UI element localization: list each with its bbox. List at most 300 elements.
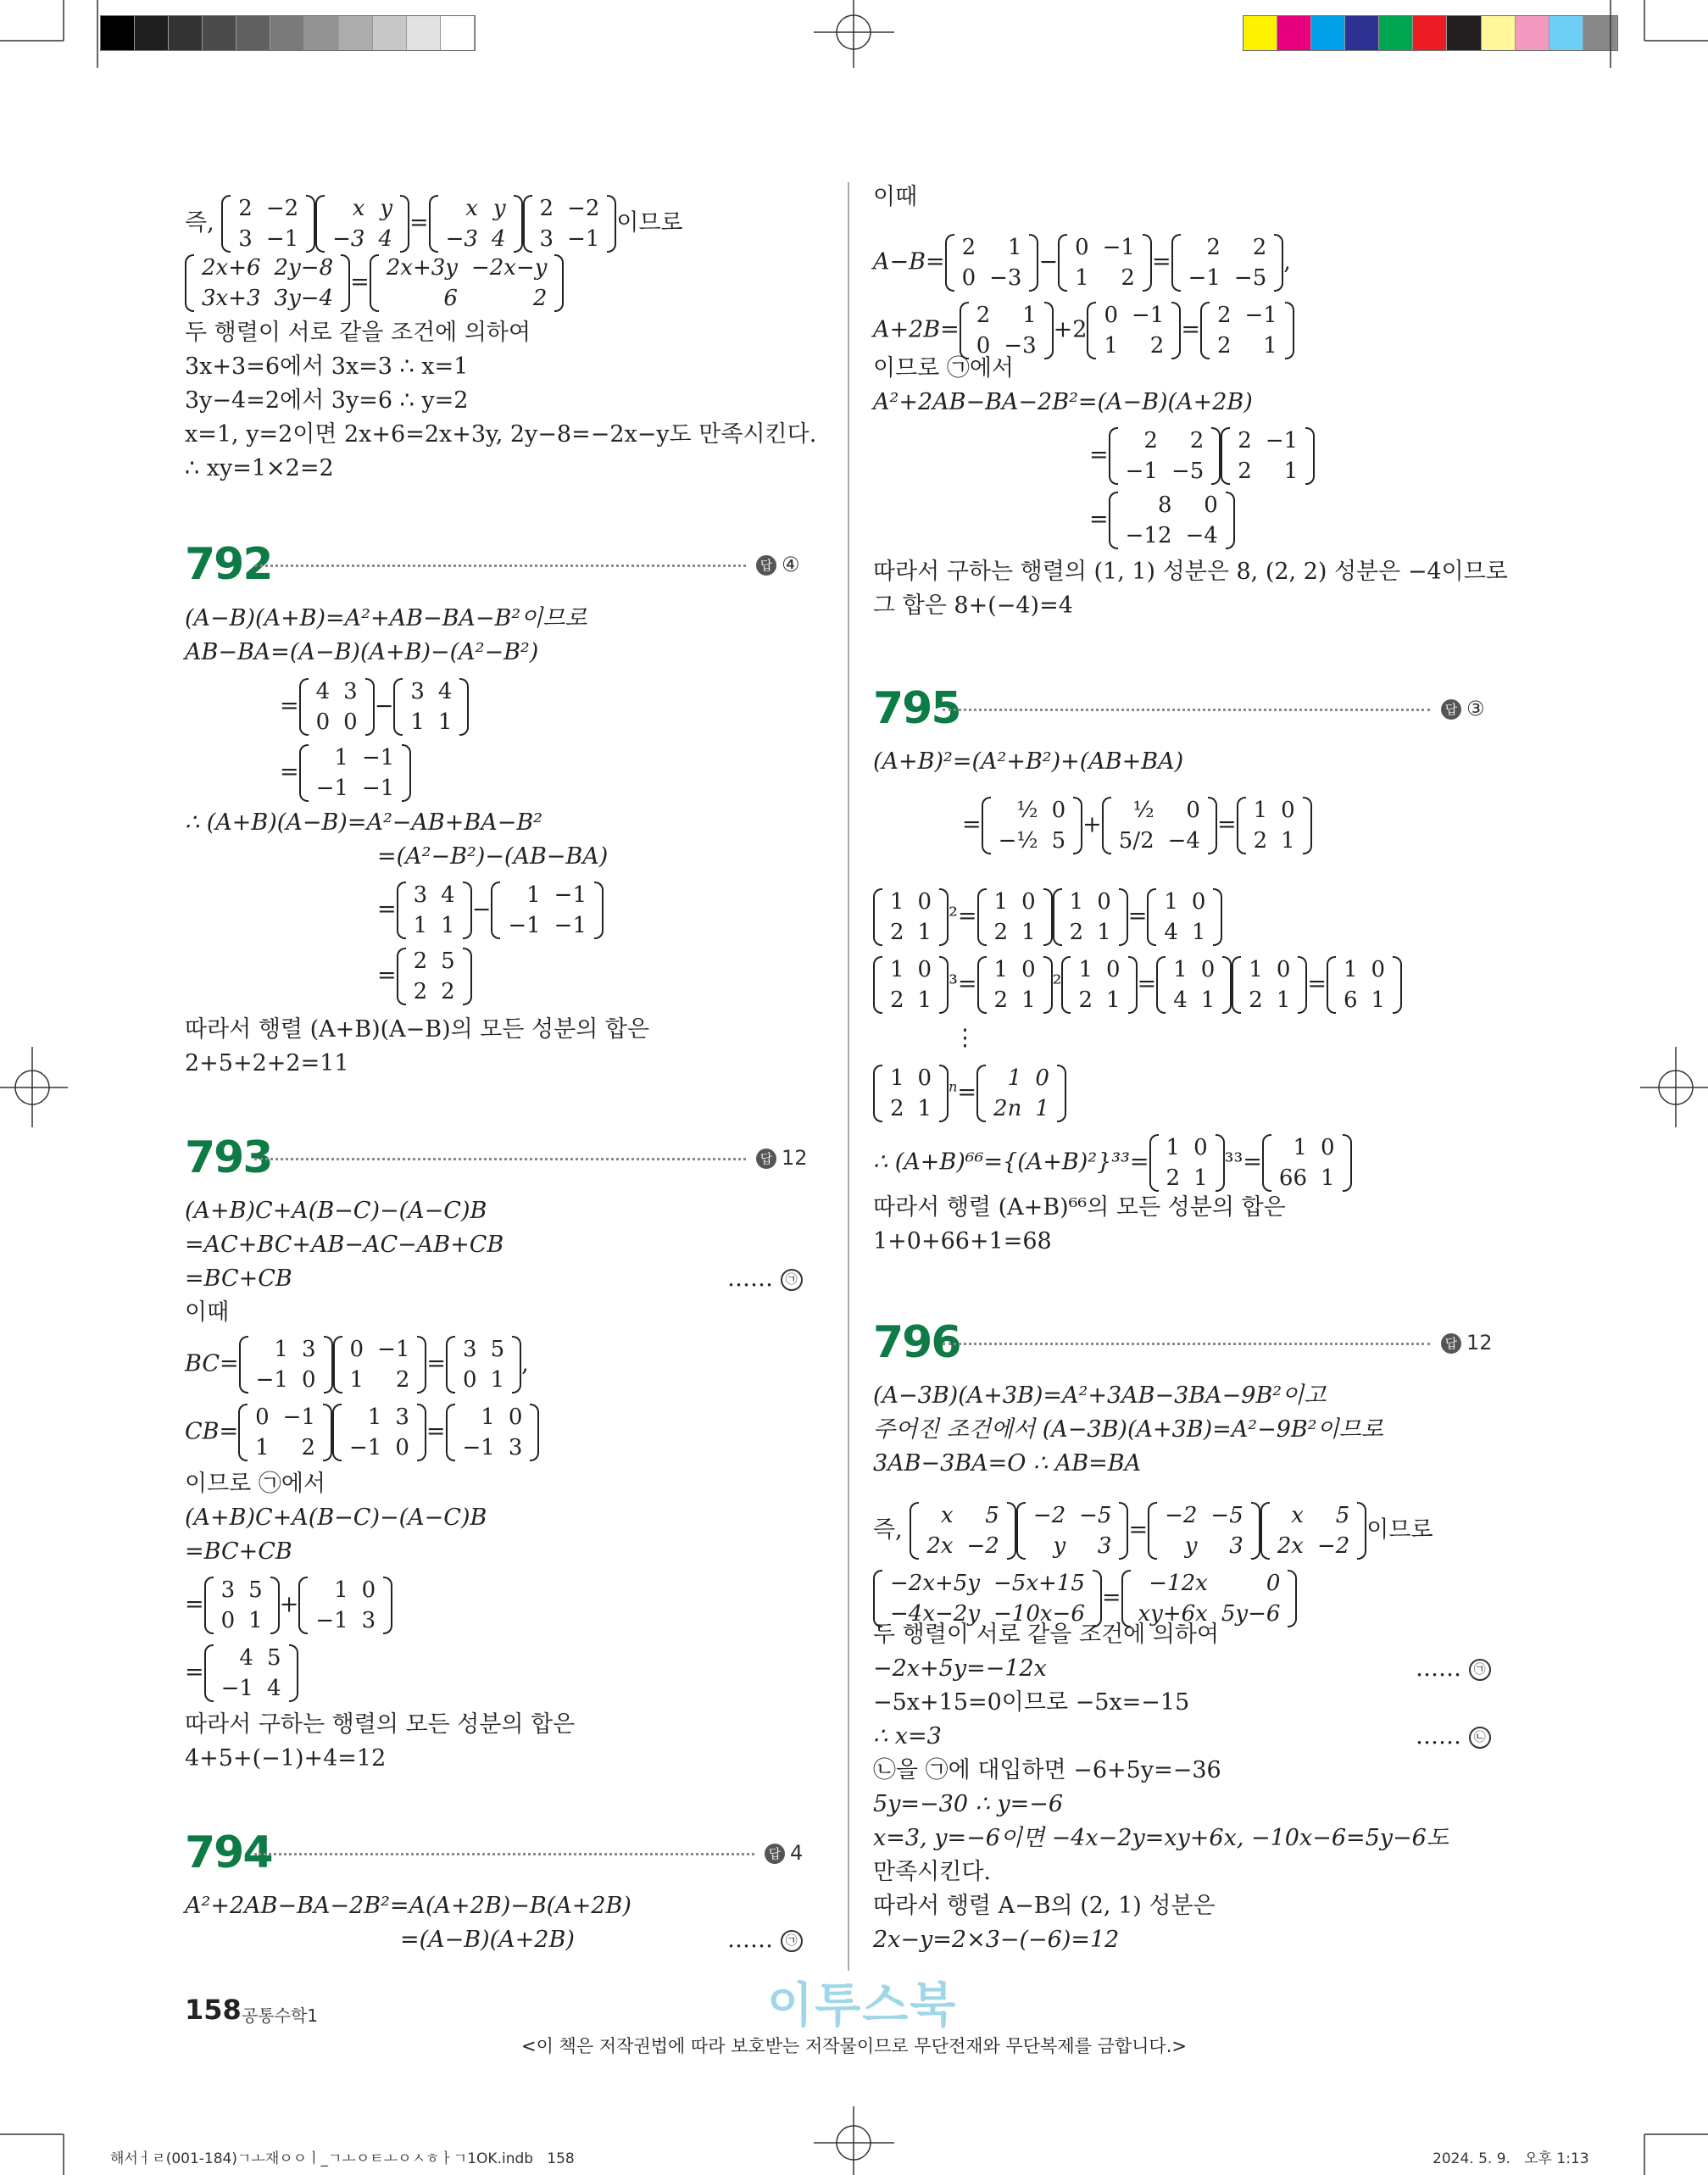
- matrix: [1171, 232, 1284, 293]
- matrix: [1061, 954, 1137, 1015]
- p794c-line3: A²+2AB−BA−2B²=(A−B)(A+2B): [873, 389, 1253, 415]
- matrix-cell: 1: [993, 889, 1009, 915]
- matrix-cell: 4: [437, 679, 453, 704]
- matrix-cell: 2: [1206, 235, 1221, 260]
- matrix-cell: 2: [1149, 333, 1165, 359]
- matrix-cell: 1: [1173, 957, 1188, 982]
- matrix-cell: 2: [238, 196, 253, 221]
- matrix-cell: 1: [1007, 1065, 1022, 1091]
- matrix-cell: −5: [1233, 265, 1267, 291]
- matrix-cell: 0: [1035, 1065, 1049, 1091]
- matrix-cell: 1: [1344, 957, 1358, 982]
- matrix: [873, 954, 949, 1015]
- matrix-cell: 2: [1216, 303, 1232, 328]
- matrix-cell: 1: [441, 913, 455, 938]
- p794c-amb: A−B= 2 1 0 −3 − 0 −1 1 2 = 2 2 −1 −5 ,: [873, 232, 1291, 293]
- matrix-cell: 2: [441, 979, 455, 1004]
- matrix-cell: −2: [1032, 1503, 1066, 1528]
- matrix-cell: −5: [1210, 1503, 1243, 1528]
- p794c-eq1: = 2 2 −1 −5 2 −1 2 1: [1089, 426, 1315, 487]
- matrix-cell: 1: [367, 1405, 382, 1430]
- matrix: [370, 253, 565, 314]
- matrix-cell: 1: [1200, 987, 1216, 1013]
- problem-number-794: 794: [185, 1827, 272, 1878]
- matrix-cell: 2: [890, 920, 904, 945]
- matrix-cell: 4: [1164, 920, 1178, 945]
- matrix-cell: 1: [1281, 828, 1295, 854]
- leader-dots: [943, 1343, 1430, 1345]
- matrix: [1058, 232, 1152, 293]
- matrix-cell: −1: [361, 745, 395, 770]
- p792-eq4: = 2 5 2 2: [377, 946, 472, 1007]
- matrix-cell: 4: [239, 1645, 253, 1671]
- matrix-cell: −1: [1265, 428, 1299, 453]
- p796-eq1: 즉, x 5 2x −2 −2 −5 y 3 = −2 −5 y 3 x 5 2x −2 이므로: [873, 1500, 1433, 1561]
- matrix-cell: 2: [890, 987, 904, 1013]
- matrix-cell: 6: [1344, 987, 1358, 1013]
- answer-badge-icon: 답: [1441, 1333, 1461, 1354]
- matrix-cell: 2: [993, 920, 1009, 945]
- matrix-cell: −12: [1125, 523, 1172, 548]
- answer-794: 답 4: [765, 1841, 803, 1865]
- vdots: ⋮: [954, 1025, 976, 1051]
- matrix: [976, 1063, 1066, 1124]
- matrix: [315, 193, 409, 254]
- p793-mark: …… ㉠: [727, 1263, 803, 1295]
- matrix-cell: 0: [1106, 957, 1121, 982]
- matrix-cell: 2: [1166, 1165, 1181, 1191]
- p796-line9: ㉡을 ㉠에 대입하면 −6+5y=−36: [873, 1757, 1221, 1783]
- matrix-cell: 2x: [1277, 1533, 1304, 1559]
- matrix-cell: y: [380, 196, 393, 221]
- matrix: [1232, 954, 1307, 1015]
- copyright-notice: <이 책은 저작권법에 따라 보호받는 저작물이므로 무단전재와 무단복제를 금합니다.>: [521, 2036, 1187, 2056]
- matrix-cell: 4: [491, 226, 506, 252]
- matrix: [1147, 887, 1222, 948]
- text-line: ∴ xy=1×2=2: [185, 455, 334, 481]
- matrix: [204, 1575, 280, 1636]
- matrix: [397, 946, 472, 1007]
- matrix-cell: −3: [989, 265, 1022, 291]
- matrix-cell: −10x−6: [993, 1601, 1085, 1627]
- matrix-cell: 4: [378, 226, 393, 252]
- matrix: [1053, 887, 1128, 948]
- matrix-cell: 5y−6: [1221, 1601, 1281, 1627]
- slug-timestamp: 2024. 5. 9. 오후 1:13: [1433, 2150, 1589, 2167]
- p794c-ap2b: A+2B= 2 1 0 −3 +2 0 −1 1 2 = 2 −1 2 1: [873, 300, 1294, 361]
- matrix-cell: x: [465, 196, 478, 221]
- page-number: 158: [185, 1994, 242, 2026]
- p795-eq1: = ½ 0 −½ 5 + ½ 0 5/2 −4 = 1 0 2 1: [962, 795, 1312, 856]
- matrix-cell: 1: [334, 745, 348, 770]
- matrix-cell: −1: [1102, 235, 1135, 260]
- matrix-cell: −1: [361, 776, 395, 801]
- p792-eq3: = 3 4 1 1 − 1 −1 −1 −1: [377, 880, 604, 941]
- matrix-cell: −1: [1244, 303, 1277, 328]
- matrix-cell: −1: [315, 1608, 348, 1633]
- matrix-cell: −1: [377, 1337, 410, 1362]
- answer-badge-icon: 답: [1441, 699, 1461, 720]
- matrix-cell: 1: [917, 1096, 932, 1121]
- matrix-cell: −1: [1125, 459, 1158, 484]
- p794c-eq2: = 8 0 −12 −4: [1089, 490, 1235, 551]
- matrix-cell: 0: [1191, 889, 1206, 915]
- matrix-cell: 1: [890, 957, 904, 982]
- matrix-cell: 2: [532, 286, 548, 311]
- matrix-cell: 1: [1293, 1135, 1308, 1160]
- matrix: [1148, 1500, 1260, 1561]
- matrix-cell: 1: [993, 957, 1009, 982]
- matrix-cell: 3: [1097, 1533, 1112, 1559]
- p795-line4: 1+0+66+1=68: [873, 1228, 1052, 1254]
- p796-line5: 두 행렬이 서로 같을 조건에 의하여: [873, 1622, 1220, 1648]
- matrix-cell: 2x: [926, 1533, 954, 1559]
- matrix-cell: 0: [508, 1405, 523, 1430]
- p793-line6: (A+B)C+A(B−C)−(A−C)B: [185, 1505, 487, 1531]
- p793-line1: (A+B)C+A(B−C)−(A−C)B: [185, 1198, 487, 1224]
- matrix-cell: −1: [220, 1676, 253, 1701]
- matrix-cell: 5: [266, 1645, 281, 1671]
- matrix-cell: 3: [508, 1435, 523, 1460]
- matrix: [397, 880, 472, 941]
- p796-line7: −5x+15=0이므로 −5x=−15: [873, 1689, 1190, 1716]
- matrix-cell: 0: [343, 709, 358, 735]
- matrix: [977, 887, 1053, 948]
- matrix: [1262, 1132, 1352, 1193]
- matrix: [393, 676, 469, 737]
- problem-number-793: 793: [185, 1132, 272, 1183]
- matrix-cell: −5x+15: [993, 1571, 1085, 1596]
- answer-793: 답 12: [756, 1146, 808, 1170]
- matrix-cell: 3: [238, 226, 253, 252]
- p795-line1: (A+B)²=(A²+B²)+(AB+BA): [873, 748, 1184, 775]
- problem-number-795: 795: [873, 683, 960, 734]
- p795-line3: 따라서 행렬 (A+B)⁶⁶의 모든 성분의 합은: [873, 1194, 1286, 1221]
- matrix: [429, 193, 523, 254]
- matrix-cell: 2: [1238, 459, 1252, 484]
- matrix-cell: x: [352, 196, 365, 221]
- matrix-cell: 3: [413, 882, 428, 908]
- p796-line13: 따라서 행렬 A−B의 (2, 1) 성분은: [873, 1893, 1216, 1919]
- matrix: [446, 1402, 540, 1463]
- answer-792: 답 ④: [756, 553, 800, 576]
- matrix-cell: 0: [976, 333, 991, 359]
- p795-eq5: ∴ (A+B)⁶⁶={(A+B)²}³³= 1 0 2 1 ³³= 1 0 66 1: [873, 1132, 1352, 1193]
- leader-dots: [254, 565, 746, 567]
- matrix-cell: 2: [413, 948, 428, 974]
- p793-line8: 따라서 구하는 행렬의 모든 성분의 합은: [185, 1711, 576, 1738]
- p793-line2: =AC+BC+AB−AC−AB+CB: [185, 1232, 504, 1258]
- p792-eq1: = 4 3 0 0 − 3 4 1 1: [280, 676, 469, 737]
- matrix-cell: 3y−4: [274, 286, 334, 311]
- matrix: [1221, 426, 1315, 487]
- matrix-cell: 1: [349, 1367, 364, 1393]
- leader-dots: [943, 709, 1430, 711]
- matrix-cell: 1: [1164, 889, 1178, 915]
- matrix-cell: 2y−8: [274, 255, 334, 281]
- matrix-cell: 4: [315, 679, 331, 704]
- p794c-line4: 따라서 구하는 행렬의 (1, 1) 성분은 8, (2, 2) 성분은 −4이므로: [873, 559, 1508, 585]
- matrix-cell: 2: [1189, 428, 1205, 453]
- matrix: [491, 880, 604, 941]
- text-line: x=1, y=2이면 2x+6=2x+3y, 2y−8=−2x−y도 만족시킨다.: [185, 421, 817, 448]
- p795-eq4: 1 0 2 1 $^n$= 1 0 2n 1: [873, 1063, 1066, 1124]
- matrix-cell: 1: [1166, 1135, 1181, 1160]
- matrix-cell: −2x−y: [470, 255, 548, 281]
- matrix: [298, 1575, 392, 1636]
- matrix-cell: 2n: [993, 1096, 1022, 1121]
- matrix-cell: 5: [441, 948, 455, 974]
- matrix-cell: 1: [437, 709, 453, 735]
- leader-dots: [254, 1158, 746, 1160]
- matrix-cell: 2: [539, 196, 554, 221]
- matrix-cell: 5: [248, 1577, 263, 1603]
- p795-eq3: 1 0 2 1 ³= 1 0 2 1 ² 1 0 2 1 = 1 0 4 1 1 0 2 1 = 1 0 6 1: [873, 954, 1402, 1015]
- matrix: [1016, 1500, 1129, 1561]
- p793-cb: CB= 0 −1 1 2 1 3 −1 0 = 1 0 −1 3: [185, 1402, 539, 1463]
- matrix-cell: 1: [1106, 987, 1121, 1013]
- matrix-cell: 0: [1200, 957, 1216, 982]
- answer-796: 답 12: [1441, 1331, 1493, 1355]
- matrix-cell: 2x+3y: [386, 255, 458, 281]
- matrix: [239, 1334, 333, 1395]
- matrix-cell: 1: [1007, 235, 1022, 260]
- matrix-cell: 1: [1321, 1165, 1335, 1191]
- matrix-cell: 2: [976, 303, 991, 328]
- matrix-cell: 1: [1097, 920, 1111, 945]
- matrix-cell: 1: [1253, 798, 1268, 823]
- matrix-cell: 1: [1022, 303, 1037, 328]
- matrix-cell: 2: [1078, 987, 1093, 1013]
- p794-mark: …… ㉠: [727, 1924, 803, 1956]
- matrix-cell: 3: [410, 679, 425, 704]
- matrix-cell: −1: [349, 1435, 382, 1460]
- matrix-cell: 1: [917, 920, 932, 945]
- matrix: [299, 743, 412, 804]
- matrix-cell: 0: [1204, 492, 1218, 518]
- matrix-cell: 1: [1035, 1096, 1049, 1121]
- matrix-cell: 1: [334, 1577, 348, 1603]
- matrix-cell: −2: [265, 196, 299, 221]
- p795-eq2: 1 0 2 1 ²= 1 0 2 1 1 0 2 1 = 1 0 4 1: [873, 887, 1222, 948]
- matrix-cell: 0: [395, 1435, 409, 1460]
- matrix-cell: 2: [1143, 428, 1158, 453]
- matrix-cell: 1: [1193, 1165, 1208, 1191]
- matrix-cell: 0: [917, 1065, 932, 1091]
- p796-line11: x=3, y=−6이면 −4x−2y=xy+6x, −10x−6=5y−6도: [873, 1825, 1449, 1851]
- matrix-cell: 1: [1371, 987, 1386, 1013]
- matrix: [1109, 426, 1221, 487]
- matrix: [1327, 954, 1402, 1015]
- matrix-cell: 5: [1051, 828, 1066, 854]
- matrix-cell: y: [1053, 1533, 1066, 1559]
- p793-line4: 이때: [185, 1299, 230, 1326]
- matrix: [873, 1063, 949, 1124]
- matrix: [1087, 300, 1181, 361]
- matrix-cell: 2: [1216, 333, 1232, 359]
- matrix-cell: 3: [220, 1577, 236, 1603]
- matrix-cell: 8: [1157, 492, 1172, 518]
- matrix-cell: 3x+3: [202, 286, 261, 311]
- answer-badge-icon: 답: [765, 1844, 785, 1864]
- p796-line10: 5y=−30 ∴ y=−6: [873, 1791, 1064, 1817]
- p796-line14: 2x−y=2×3−(−6)=12: [873, 1927, 1120, 1953]
- p796-line2: 주어진 조건에서 (A−3B)(A+3B)=A²−9B²이므로: [873, 1416, 1383, 1443]
- intro-line2: 2x+6 2y−8 3x+3 3y−4 = 2x+3y −2x−y 6 2: [185, 253, 564, 314]
- matrix-cell: 0: [1097, 889, 1111, 915]
- column-divider: [848, 182, 849, 1971]
- matrix-cell: ½: [1132, 798, 1154, 823]
- matrix-cell: 2x+6: [202, 255, 261, 281]
- matrix-cell: −1: [554, 913, 587, 938]
- matrix-cell: −1: [255, 1367, 288, 1393]
- matrix-cell: −12x: [1149, 1571, 1208, 1596]
- matrix-cell: −2: [567, 196, 600, 221]
- matrix-cell: −½: [998, 828, 1038, 854]
- matrix-cell: 0: [1021, 889, 1036, 915]
- matrix-cell: 0: [1075, 235, 1089, 260]
- matrix-cell: y: [492, 196, 506, 221]
- p793-line5: 이므로 ㉠에서: [185, 1471, 325, 1497]
- matrix-cell: 5: [490, 1337, 505, 1362]
- matrix-cell: 0: [315, 709, 331, 735]
- matrix-cell: 0: [1186, 798, 1200, 823]
- matrix: [945, 232, 1039, 293]
- matrix-cell: −3: [332, 226, 365, 252]
- matrix-cell: 0: [1266, 1571, 1281, 1596]
- intro-text: [185, 317, 816, 487]
- matrix-cell: 5: [985, 1503, 999, 1528]
- answer-795: 답 ③: [1441, 697, 1485, 720]
- matrix: [523, 193, 617, 254]
- matrix-cell: 1: [255, 1435, 270, 1460]
- p796-eq2: −2x+5y −5x+15 −4x−2y −10x−6 = −12x 0 xy+6x 5y−6: [873, 1568, 1297, 1629]
- matrix-cell: 1: [248, 1608, 263, 1633]
- matrix-cell: 1: [890, 889, 904, 915]
- matrix-cell: 1: [1075, 265, 1089, 291]
- matrix-cell: xy+6x: [1138, 1601, 1208, 1627]
- matrix: [446, 1334, 521, 1395]
- slug-filename: 해서ㅓㄹ(001-184)ㄱㅗ재ㅇㅇㅣ_ㄱㅗㅇㅌㅗㅇㅅㅎㅏㄱ1OK.indb 158: [110, 2150, 575, 2167]
- p794-line1: A²+2AB−BA−2B²=A(A+2B)−B(A+2B): [185, 1893, 631, 1919]
- matrix: [1200, 300, 1294, 361]
- matrix-cell: 3: [1229, 1533, 1243, 1559]
- matrix-cell: 1: [1276, 987, 1291, 1013]
- matrix: [1102, 795, 1217, 856]
- matrix-cell: 5/2: [1118, 828, 1154, 854]
- matrix-cell: 2: [1238, 428, 1252, 453]
- matrix-cell: 1: [917, 987, 932, 1013]
- matrix-cell: −1: [265, 226, 299, 252]
- matrix-cell: 1: [526, 882, 541, 908]
- matrix-cell: 2: [1252, 235, 1267, 260]
- p793-eq2: = 4 5 −1 4: [185, 1643, 298, 1704]
- matrix-cell: 0: [917, 889, 932, 915]
- matrix-cell: 0: [1021, 957, 1036, 982]
- matrix-cell: 4: [1173, 987, 1188, 1013]
- p793-eq1: = 3 5 0 1 + 1 0 −1 3: [185, 1575, 392, 1636]
- matrix-cell: −1: [1132, 303, 1165, 328]
- matrix-cell: 0: [1276, 957, 1291, 982]
- matrix: [204, 1643, 298, 1704]
- matrix-cell: −4: [1167, 828, 1200, 854]
- matrix-cell: 4: [266, 1676, 281, 1701]
- p792-line4: =(A²−B²)−(AB−BA): [377, 843, 609, 870]
- matrix-cell: 3: [343, 679, 358, 704]
- matrix-cell: 1: [1021, 987, 1036, 1013]
- matrix: [1260, 1500, 1367, 1561]
- matrix-cell: 4: [441, 882, 455, 908]
- matrix-cell: 0: [917, 957, 932, 982]
- matrix-cell: 5: [1335, 1503, 1350, 1528]
- matrix: [299, 676, 375, 737]
- matrix-cell: 6: [443, 286, 458, 311]
- matrix-cell: 2: [890, 1096, 904, 1121]
- matrix-cell: 0: [220, 1608, 236, 1633]
- p794c-line2: 이므로 ㉠에서: [873, 355, 1014, 381]
- p796-mark2: …… ㉡: [1416, 1721, 1491, 1753]
- matrix-cell: −2: [1165, 1503, 1198, 1528]
- p793-line3: =BC+CB: [185, 1266, 292, 1292]
- text-line: 3x+3=6에서 3x=3 ∴ x=1: [185, 353, 469, 380]
- matrix: [238, 1402, 332, 1463]
- p796-line1: (A−3B)(A+3B)=A²+3AB−3BA−9B²이고: [873, 1382, 1327, 1409]
- p793-line7: =BC+CB: [185, 1538, 292, 1565]
- problem-number-792: 792: [185, 539, 272, 590]
- p794c-line5: 그 합은 8+(−4)=4: [873, 592, 1073, 619]
- matrix-cell: 0: [463, 1367, 477, 1393]
- matrix-cell: 1: [274, 1337, 288, 1362]
- matrix-cell: 1: [1069, 889, 1084, 915]
- matrix-cell: 0: [961, 265, 976, 291]
- p796-line12: 만족시킨다.: [873, 1859, 991, 1885]
- matrix-cell: 1: [1104, 333, 1119, 359]
- matrix-cell: −1: [508, 913, 541, 938]
- matrix-cell: −3: [1004, 333, 1037, 359]
- matrix-cell: x: [940, 1503, 954, 1528]
- matrix: [1149, 1132, 1225, 1193]
- matrix-cell: y: [1184, 1533, 1198, 1559]
- matrix-cell: 1: [1283, 459, 1299, 484]
- matrix-cell: −2: [966, 1533, 999, 1559]
- matrix-cell: 1: [1263, 333, 1277, 359]
- matrix-cell: −1: [567, 226, 600, 252]
- matrix-cell: x: [1291, 1503, 1304, 1528]
- matrix: [982, 795, 1083, 856]
- p796-line6: −2x+5y=−12x: [873, 1655, 1047, 1682]
- p793-bc: BC= 1 3 −1 0 0 −1 1 2 = 3 5 0 1 ,: [185, 1334, 529, 1395]
- matrix-cell: 0: [349, 1337, 364, 1362]
- p792-line3: ∴ (A+B)(A−B)=A²−AB+BA−B²: [185, 809, 542, 836]
- matrix-cell: 3: [361, 1608, 376, 1633]
- matrix-cell: −5: [1079, 1503, 1112, 1528]
- matrix-cell: 2: [993, 987, 1009, 1013]
- matrix-cell: 1: [413, 913, 428, 938]
- matrix-cell: −3: [445, 226, 478, 252]
- matrix: [332, 1402, 426, 1463]
- matrix-cell: −2: [1316, 1533, 1350, 1559]
- matrix-cell: 2: [961, 235, 976, 260]
- p792-line5: 따라서 행렬 (A+B)(A−B)의 모든 성분의 합은: [185, 1016, 650, 1043]
- p794c-line1: 이때: [873, 184, 918, 210]
- matrix-cell: 0: [1104, 303, 1119, 328]
- matrix: [221, 193, 315, 254]
- matrix-cell: −2x+5y: [890, 1571, 981, 1596]
- matrix-cell: 3: [539, 226, 554, 252]
- matrix-cell: ½: [1016, 798, 1038, 823]
- matrix-cell: 1: [481, 1405, 495, 1430]
- answer-badge-icon: 답: [756, 1149, 776, 1169]
